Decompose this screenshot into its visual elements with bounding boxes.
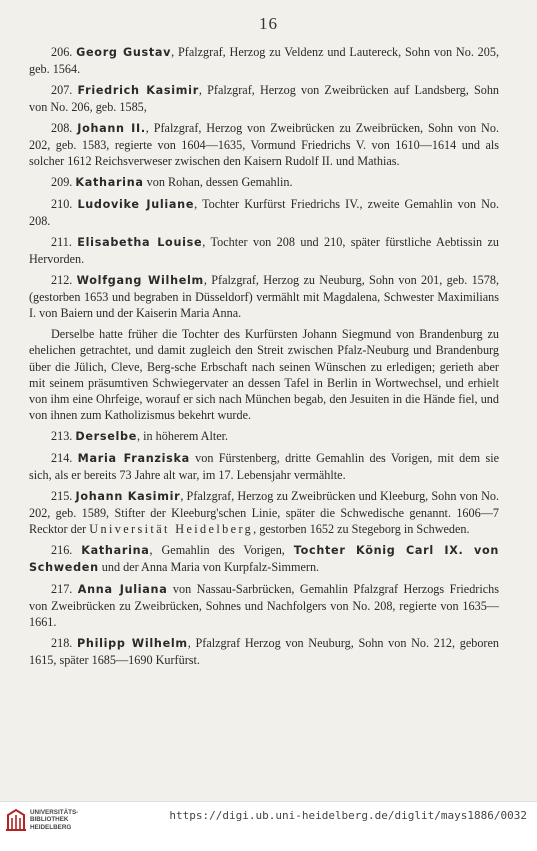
person-name: Katharina: [75, 176, 144, 190]
footer-divider: [0, 801, 537, 802]
page-number: 16: [259, 14, 278, 33]
entry-218: 218. Philipp Wilhelm, Pfalzgraf Herzog von Neuburg, Sohn von No. 212, geboren 1615, später 1685—1690 Kurfürst.: [29, 636, 499, 668]
person-name: Derselbe: [75, 430, 138, 444]
person-name: Elisabetha Louise: [77, 236, 203, 249]
entry-209: 209. Katharina von Rohan, dessen Gemahlin.: [51, 175, 293, 190]
person-name: Johann Kasimir: [75, 489, 181, 503]
person-name: Ludovike Juliane: [77, 198, 195, 211]
library-logo[interactable]: [5, 807, 78, 833]
entry-212-note: Derselbe hatte früher die Tochter des Kurfürsten Johann Siegmund von Brandenburg zu ehelichen getrachtet, und damit zugleich den Streit zwischen Pfalz-Neuburg und Brandenburg über die Jülich, Cleve, Berg-sche Erbschaft nach seinen Wünschen zu erledigen; gerieth aber mit seinem präsumtiven Schwiegervater an dessen Tafel in Berlin in Wortwechsel, und erhielt von ihm eine Ohrfeige, worauf er sich nach München begab, den Jesuiten in die Hände fiel, und von ihnen zum Katholizismus bekehrt wurde.: [29, 327, 499, 423]
spaced-emphasis: Universität Heidelberg: [89, 522, 254, 537]
permalink-url[interactable]: https://digi.ub.uni-heidelberg.de/diglit/mays1886/0032: [169, 809, 527, 822]
person-name: Philipp Wilhelm: [77, 637, 188, 651]
entry-214: 214. Maria Franziska von Fürstenberg, dritte Gemahlin des Vorigen, mit dem sie sich, als er bereits 73 Jahre alt war, im 17. Lebensjahr vermählte.: [29, 450, 499, 483]
entry-211: 211. Elisabetha Louise, Tochter von 208 und 210, später fürstliche Aebtissin zu Hervorden.: [29, 235, 499, 267]
entry-207: 207. Friedrich Kasimir, Pfalzgraf, Herzog von Zweibrücken auf Landsberg, Sohn von No. 206, geb. 1585,: [29, 83, 500, 115]
entry-213: 213. Derselbe, in höherem Alter.: [51, 429, 229, 444]
person-name: Georg Gustav: [76, 46, 172, 59]
person-name: Maria Franziska: [77, 451, 190, 465]
person-name: Katharina: [81, 544, 150, 558]
person-name: Wolfgang Wilhelm: [76, 274, 204, 287]
entry-217: 217. Anna Juliana von Nassau-Sarbrücken, Gemahlin Pfalzgraf Herzogs Friedrichs von Zweibrücken zu Zweibrücken, Sohnes und Nachfolgers von No. 208, regierte von 1635—1661.: [29, 582, 499, 630]
library-logo-text: UNIVERSITÄTS- BIBLIOTHEK HEIDELBERG: [30, 809, 79, 831]
entry-208: 208. Johann II., Pfalzgraf, Herzog von Zweibrücken zu Zweibrücken, Sohn von No. 202, geb. 1583, regierte von 1604—1635, Vormund Friedrichs V. von 1610—1614 und als solcher 1612 Reichsverweser zwischen den Kaisern Rudolf II. und Mathias.: [29, 121, 499, 169]
university-library-logo-icon: [5, 807, 27, 833]
person-name: Friedrich Kasimir: [77, 84, 199, 97]
person-name: Tochter König Carl IX. von Schweden: [29, 544, 500, 575]
person-name: Johann II.: [77, 122, 146, 135]
entry-210: 210. Ludovike Juliane, Tochter Kurfürst Friedrichs IV., zweite Gemahlin von No. 208.: [29, 197, 500, 229]
entry-212: 212. Wolfgang Wilhelm, Pfalzgraf, Herzog zu Neuburg, Sohn von 201, geb. 1578, (gestorben 1653 und begraben in Düsseldorf) vermählt mit Magdalena, Schwester Maximilians I. von Baiern und der Kaiserin Maria Anna.: [29, 273, 500, 321]
person-name: Anna Juliana: [77, 583, 168, 597]
viewer-footer: [0, 801, 537, 851]
entry-216: 216. Katharina, Gemahlin des Vorigen, Tochter König Carl IX. von Schweden und der Anna Maria von Kurpfalz-Simmern.: [29, 543, 500, 575]
entry-215: 215. Johann Kasimir, Pfalzgraf, Herzog zu Zweibrücken und Kleeburg, Sohn von No. 202, geb. 1589, Stifter der Kleeburg'schen Linie, später die Schwedische genannt. 1606—7 Recktor der Universität Heidelberg, gestorben 1652 zu Stegeborg in Schweden.: [29, 488, 500, 537]
entry-206: 206. Georg Gustav, Pfalzgraf, Herzog zu Veldenz und Lautereck, Sohn von No. 205, geb. 1564.: [29, 45, 500, 77]
document-body: [29, 44, 499, 673]
